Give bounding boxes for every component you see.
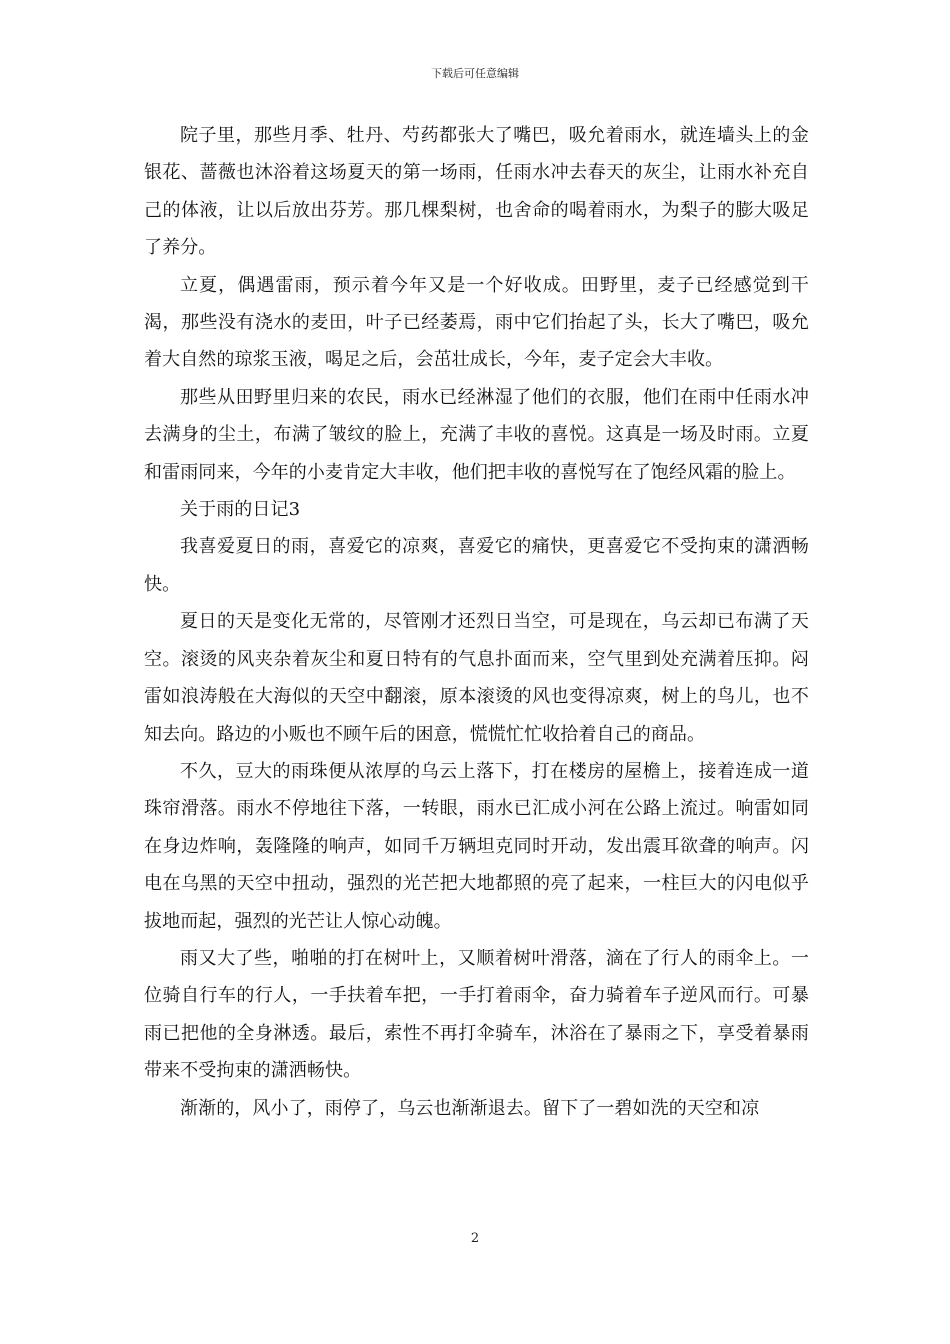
- page-header: 下载后可任意编辑: [431, 67, 519, 80]
- paragraph: 雨又大了些，啪啪的打在树叶上，又顺着树叶滑落，滴在了行人的雨伞上。一位骑自行车的行人，一手扶着车把，一手打着雨伞，奋力骑着车子逆风而行。可暴雨已把他的全身淋透。最后，索性不再打伞骑车，沐浴在了暴雨之下，享受着暴雨带来不受拘束的潇洒畅快。: [144, 947, 809, 1082]
- page-number: 2: [470, 1231, 480, 1246]
- paragraph: 我喜爱夏日的雨，喜爱它的凉爽，喜爱它的痛快，更喜爱它不受拘束的潇洒畅快。: [144, 536, 809, 595]
- paragraph: 夏日的天是变化无常的，尽管刚才还烈日当空，可是现在，乌云却已布满了天空。滚烫的风夹杂着灰尘和夏日特有的气息扑面而来，空气里到处充满着压抑。闷雷如浪涛般在大海似的天空中翻滚，原本滚烫的风也变得凉爽，树上的鸟儿，也不知去向。路边的小贩也不顾午后的困意，慌慌忙忙收拾着自己的商品。: [144, 611, 809, 745]
- paragraph: 那些从田野里归来的农民，雨水已经淋湿了他们的衣服，他们在雨中任雨水冲去满身的尘土，布满了皱纹的脸上，充满了丰收的喜悦。这真是一场及时雨。立夏和雷雨同来，今年的小麦肯定大丰收，他们把丰收的喜悦写在了饱经风霜的脸上。: [144, 386, 809, 483]
- paragraph: 不久，豆大的雨珠便从浓厚的乌云上落下，打在楼房的屋檐上，接着连成一道珠帘滑落。雨水不停地往下落，一转眼，雨水已汇成小河在公路上流过。响雷如同在身边炸响，轰隆隆的响声，如同千万辆坦克同时开动，发出震耳欲聋的响声。闪电在乌黑的天空中扭动，强烈的光芒把大地都照的亮了起来，一柱巨大的闪电似乎拔地而起，强烈的光芒让人惊心动魄。: [144, 760, 809, 932]
- paragraph: 立夏，偶遇雷雨，预示着今年又是一个好收成。田野里，麦子已经感觉到干渴，那些没有浇水的麦田，叶子已经萎焉，雨中它们抬起了头，长大了嘴巴，吸允着大自然的琼浆玉液，喝足之后，会茁壮成长，今年，麦子定会大丰收。: [144, 274, 809, 371]
- document-body: [144, 117, 809, 1127]
- section-heading: 关于雨的日记3: [180, 499, 301, 521]
- paragraph: 院子里，那些月季、牡丹、芍药都张大了嘴巴，吸允着雨水，就连墙头上的金银花、蔷薇也沐浴着这场夏天的第一场雨，任雨水冲去春天的灰尘，让雨水补充自己的体液，让以后放出芬芳。那几棵梨树，也舍命的喝着雨水，为梨子的膨大吸足了养分。: [144, 125, 809, 259]
- paragraph: 渐渐的，风小了，雨停了，乌云也渐渐退去。留下了一碧如洗的天空和凉: [180, 1097, 760, 1119]
